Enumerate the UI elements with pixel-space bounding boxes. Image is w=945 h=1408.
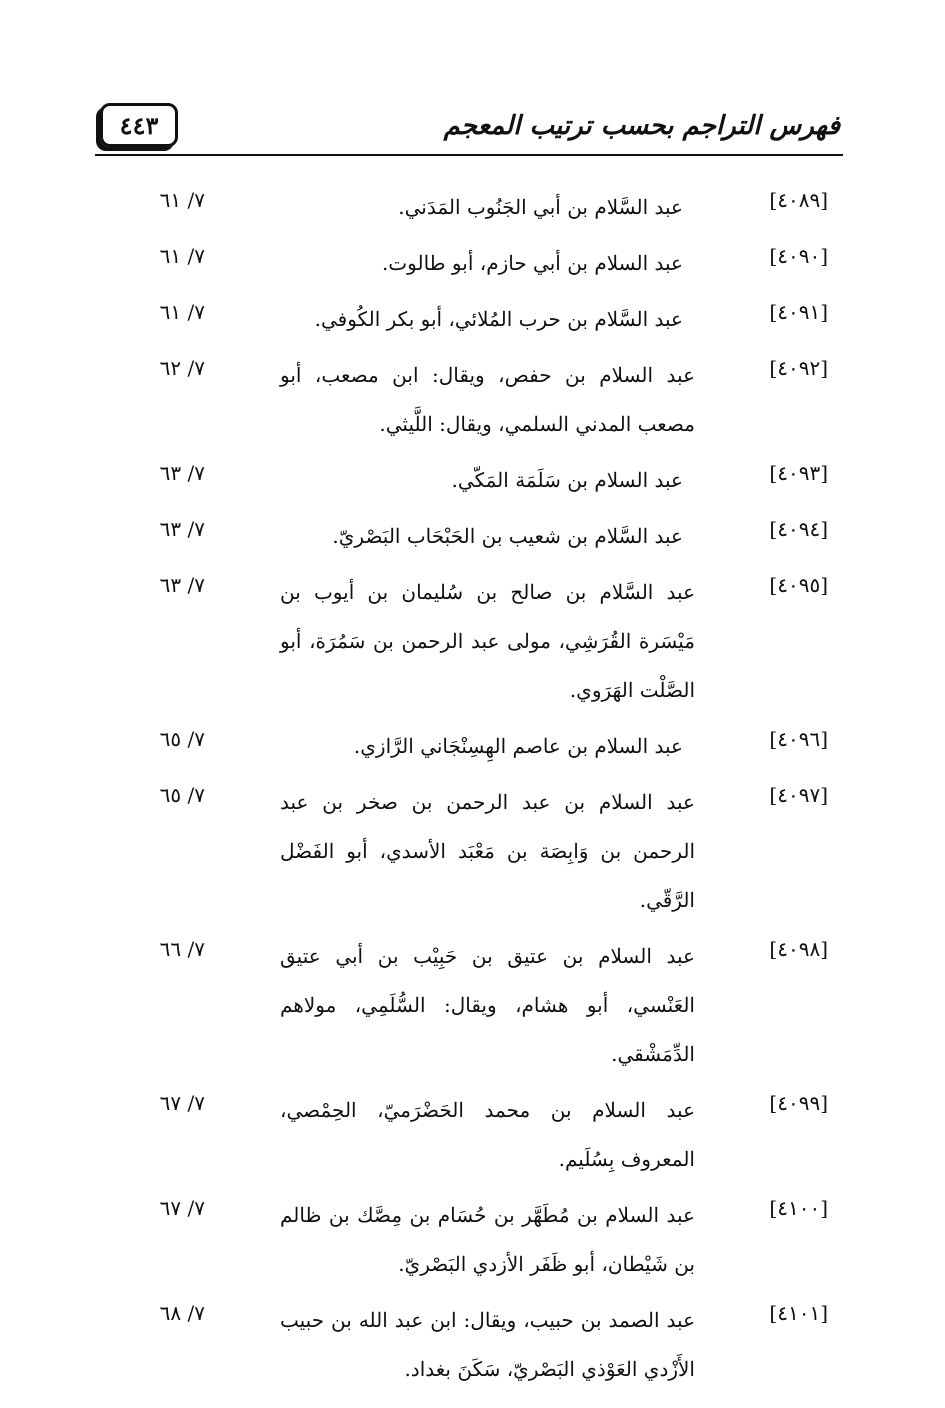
entry-text: عبد السَّلام بن صالح بن سُليمان بن أيوب بن مَيْسَرة القُرَشِي، مولى عبد الرحمن بن سَمُرَة، أبو الصَّلْت الهَرَوي. bbox=[280, 580, 695, 702]
entry-number: [٤٠٩٠] bbox=[769, 244, 828, 268]
entry-4094 bbox=[0, 512, 945, 561]
entry-reference: ٧/ ٦٣ bbox=[159, 573, 205, 597]
entry-text: عبد السلام بن عبد الرحمن بن صخر بن عبد الرحمن بن وَابِصَة بن مَعْبَد الأسدي، أبو الفَضْل الرَّقّي. bbox=[280, 790, 695, 912]
entry-text: عبد السلام بن مُطَهَّر بن حُسَام بن مِصَّك بن ظالم بن شَيْطان، أبو ظَفَر الأزدي البَصْريّ. bbox=[280, 1203, 695, 1276]
entry-number: [٤٠٩٩] bbox=[769, 1091, 828, 1115]
entry-reference: ٧/ ٦٧ bbox=[159, 1196, 205, 1220]
entry-reference: ٧/ ٦١ bbox=[159, 300, 205, 324]
entry-text: عبد الصمد بن حبيب، ويقال: ابن عبد الله بن حبيب الأَزْدي العَوْذي البَصْريّ، سَكَنَ بغداد. bbox=[280, 1308, 695, 1381]
entry-text: عبد السلام بن عاصم الهِسِنْجَاني الرَّازي. bbox=[353, 734, 683, 758]
entry-number: [٤٠٩٨] bbox=[769, 937, 828, 961]
entry-number: [٤٠٩٣] bbox=[769, 461, 828, 485]
entry-list bbox=[0, 190, 945, 1408]
entry-reference: ٧/ ٦٥ bbox=[159, 727, 205, 751]
entry-reference: ٧/ ٦٥ bbox=[159, 783, 205, 807]
entry-number: [٤٠٩٤] bbox=[769, 517, 828, 541]
entry-4091 bbox=[0, 295, 945, 344]
entry-reference: ٧/ ٦٨ bbox=[159, 1301, 205, 1325]
entry-number: [٤٠٩٧] bbox=[769, 783, 828, 807]
entry-reference: ٧/ ٦٣ bbox=[159, 461, 205, 485]
entry-reference: ٧/ ٦٢ bbox=[159, 356, 205, 380]
entry-4099 bbox=[0, 1086, 945, 1184]
entry-reference: ٧/ ٦١ bbox=[159, 188, 205, 212]
entry-text: عبد السلام بن حفص، ويقال: ابن مصعب، أبو مصعب المدني السلمي، ويقال: اللَّيثي. bbox=[280, 363, 695, 436]
entry-4100 bbox=[0, 1191, 945, 1289]
entry-number: [٤٠٩١] bbox=[769, 300, 828, 324]
page-header bbox=[95, 95, 845, 160]
entry-number: [٤١٠١] bbox=[769, 1301, 828, 1325]
entry-reference: ٧/ ٦٦ bbox=[159, 937, 205, 961]
header-rule bbox=[95, 154, 843, 156]
entry-text: عبد السلام بن أبي حازم، أبو طالوت. bbox=[381, 251, 683, 275]
entry-number: [٤٠٩٥] bbox=[769, 573, 828, 597]
page-number: ٤٤٣ bbox=[100, 103, 178, 147]
entry-number: [٤٠٨٩] bbox=[769, 188, 828, 212]
entry-number: [٤١٠٠] bbox=[769, 1196, 828, 1220]
entry-reference: ٧/ ٦١ bbox=[159, 244, 205, 268]
entry-4093 bbox=[0, 456, 945, 505]
entry-text: عبد السَّلام بن حرب المُلائي، أبو بكر الكُوفي. bbox=[314, 307, 683, 331]
entry-4090 bbox=[0, 239, 945, 288]
entry-text: عبد السلام بن محمد الحَضْرَميّ، الحِمْصي، المعروف بِسُلَيم. bbox=[280, 1098, 695, 1171]
entry-reference: ٧/ ٦٣ bbox=[159, 517, 205, 541]
entry-number: [٤٠٩٢] bbox=[769, 356, 828, 380]
entry-number: [٤٠٩٦] bbox=[769, 727, 828, 751]
entry-text: عبد السَّلام بن أبي الجَنُوب المَدَني. bbox=[398, 195, 683, 219]
entry-4101 bbox=[0, 1296, 945, 1394]
entry-4089 bbox=[0, 183, 945, 232]
entry-4092 bbox=[0, 351, 945, 449]
entry-4096 bbox=[0, 722, 945, 771]
entry-text: عبد السَّلام بن شعيب بن الحَبْحَاب البَصْريّ. bbox=[332, 524, 683, 548]
entry-text: عبد السلام بن سَلَمَة المَكّي. bbox=[451, 468, 683, 492]
entry-4097 bbox=[0, 778, 945, 925]
entry-4095 bbox=[0, 568, 945, 715]
entry-4098 bbox=[0, 932, 945, 1079]
running-title: فهرس التراجم بحسب ترتيب المعجم bbox=[443, 111, 840, 141]
entry-text: عبد السلام بن عتيق بن حَبِيْب بن أبي عتيق العَنْسي، أبو هشام، ويقال: السُّلَمِي، مولاهم الدِّمَشْقي. bbox=[280, 944, 695, 1066]
entry-reference: ٧/ ٦٧ bbox=[159, 1091, 205, 1115]
